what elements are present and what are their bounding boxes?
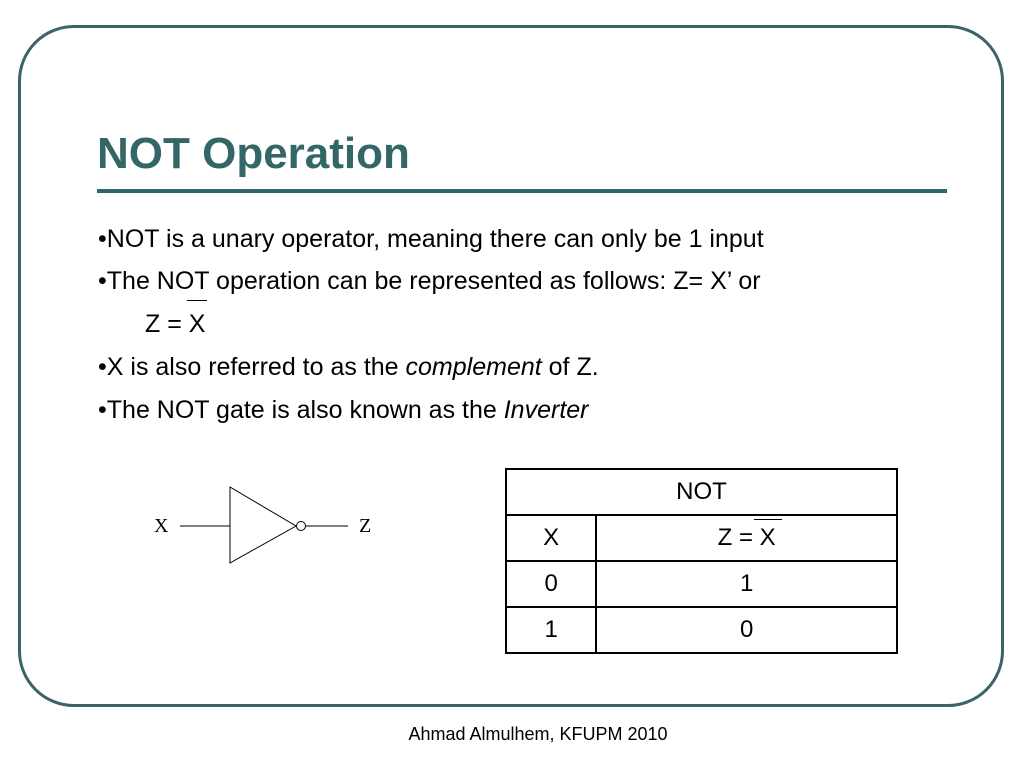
title-divider [97, 189, 947, 193]
bullet-text: X is also referred to as the [106, 353, 406, 381]
not-gate-diagram [150, 480, 390, 575]
overlined-variable-text: X [188, 310, 206, 338]
bullet-text: NOT is a unary operator, meaning there can only be 1 input [106, 225, 764, 253]
bullet-text-after: of Z. [541, 353, 599, 381]
bullet-text: The NOT operation can be represented as follows: Z= X’ or [106, 267, 761, 295]
gate-input-label: X [154, 515, 169, 537]
inversion-bubble [297, 522, 306, 531]
bullet-marker: • [98, 225, 107, 253]
header-z [596, 515, 897, 561]
bullet-inverter [98, 395, 589, 425]
table-row [506, 561, 897, 607]
table-row [506, 607, 897, 653]
emphasis-inverter: Inverter [503, 396, 589, 424]
header-overlined-x [760, 524, 776, 552]
table-cell: 0 [506, 561, 596, 607]
equation-prefix: Z = [145, 310, 189, 338]
header-overlined-x-text: X [759, 524, 776, 551]
truth-table [505, 468, 898, 654]
overlined-variable [189, 309, 206, 339]
bullet-marker: • [98, 396, 107, 424]
table-cell: 1 [506, 607, 596, 653]
slide-footer: Ahmad Almulhem, KFUPM 2010 [408, 724, 668, 744]
bullet-text: The NOT gate is also known as the [106, 396, 504, 424]
table-header-row [506, 515, 897, 561]
gate-triangle [230, 487, 296, 563]
emphasis-complement: complement [405, 353, 542, 381]
table-title-row [506, 469, 897, 515]
equation-line [145, 309, 205, 339]
bullet-unary [98, 224, 764, 254]
bullet-complement [98, 352, 599, 382]
table-cell: 0 [596, 607, 897, 653]
table-cell: 1 [596, 561, 897, 607]
bullet-representation [98, 266, 761, 296]
bullet-marker: • [98, 267, 107, 295]
gate-output-label: Z [359, 515, 372, 537]
header-z-prefix: Z = [717, 524, 760, 551]
header-x: X [506, 515, 596, 561]
table-title: NOT [506, 469, 897, 515]
slide-title: NOT Operation [97, 129, 410, 178]
bullet-marker: • [98, 353, 107, 381]
